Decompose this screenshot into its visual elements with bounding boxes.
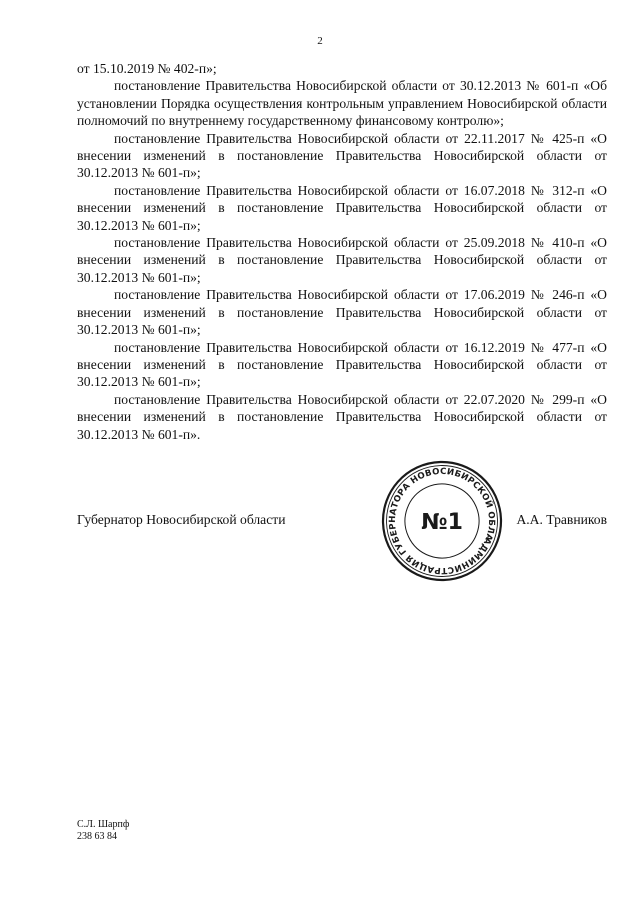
- seal-outer-text: АДМИНИСТРАЦИЯ ГУБЕРНАТОРА НОВОСИБИРСКОЙ ОБЛАСТИ: [387, 466, 497, 576]
- page-number: 2: [317, 35, 323, 47]
- document-body: [77, 60, 607, 443]
- paragraph-7: постановление Правительства Новосибирской области от 16.12.2019 № 477-п «О внесении изменений в постановление Правительства Новосибирской области от 30.12.2013 № 601-п»;: [77, 339, 607, 390]
- seal-center-text: №1: [421, 510, 463, 535]
- paragraph-3: постановление Правительства Новосибирской области от 22.11.2017 № 425-п «О внесении изменений в постановление Правительства Новосибирской области от 30.12.2013 № 601-п»;: [77, 130, 607, 181]
- paragraph-5: постановление Правительства Новосибирской области от 25.09.2018 № 410-п «О внесении изменений в постановление Правительства Новосибирской области от 30.12.2013 № 601-п»;: [77, 235, 607, 285]
- paragraph-4: постановление Правительства Новосибирской области от 16.07.2018 № 312-п «О внесении изменений в постановление Правительства Новосибирской области от 30.12.2013 № 601-п»;: [77, 182, 607, 233]
- document-footer: [77, 819, 129, 843]
- signatory-position: Губернатор Новосибирской области: [77, 512, 286, 527]
- executor-phone: 238 63 84: [77, 831, 117, 842]
- official-seal: [380, 459, 504, 583]
- signatory-name: А.А. Травников: [516, 512, 607, 527]
- executor-name: С.Л. Шарпф: [77, 819, 130, 830]
- paragraph-1: от 15.10.2019 № 402-п»;: [77, 61, 217, 76]
- paragraph-2: постановление Правительства Новосибирской области от 30.12.2013 № 601-п «Об установлении Порядка осуществления контрольным управлением Новосибирской области полномочий по внутреннему государственному финансовому контролю»;: [77, 78, 607, 129]
- paragraph-8: постановление Правительства Новосибирской области от 22.07.2020 № 299-п «О внесении изменений в постановление Правительства Новосибирской области от 30.12.2013 № 601-п».: [77, 391, 607, 442]
- signature-block: [77, 511, 607, 531]
- paragraph-6: постановление Правительства Новосибирской области от 17.06.2019 № 246-п «О внесении изменений в постановление Правительства Новосибирской области от 30.12.2013 № 601-п»;: [77, 287, 607, 338]
